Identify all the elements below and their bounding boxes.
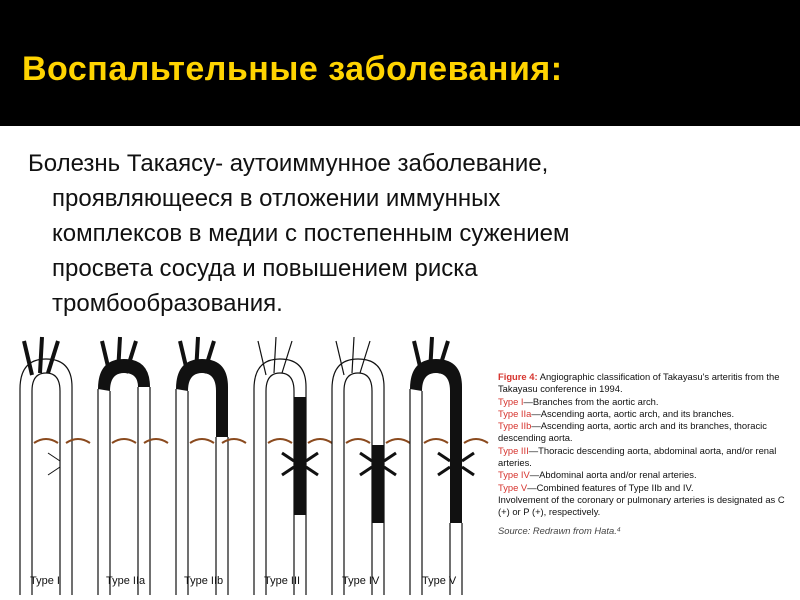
caption-item-text: —Thoracic descending aorta, abdominal aorta, and/or renal arteries. — [498, 444, 777, 469]
figure-caption — [498, 371, 798, 537]
type-label-3: Type III — [264, 575, 301, 587]
type-label-5: Type V — [422, 575, 457, 587]
caption-item-text: —Combined features of Type IIb and IV. — [527, 481, 694, 493]
figure-label: Figure 4: — [498, 371, 538, 382]
caption-item-label: Type IIa — [498, 407, 532, 419]
type-2b-diagram — [176, 337, 246, 595]
caption-item-label: Type V — [498, 481, 528, 493]
type-5-diagram — [410, 337, 488, 595]
caption-item-text: —Ascending aorta, aortic arch, and its branches. — [531, 407, 735, 419]
aorta-diagrams — [0, 333, 490, 600]
body-line-2: проявляющееся в отложении иммунных — [52, 185, 501, 212]
type-2a-diagram — [98, 337, 168, 595]
type-label-4: Type IV — [342, 575, 380, 587]
type-labels-row — [0, 575, 480, 591]
type-4-diagram — [332, 337, 410, 595]
caption-item — [498, 482, 798, 494]
caption-item-text: —Abdominal aorta and/or renal arteries. — [529, 469, 697, 481]
type-3-diagram — [254, 337, 332, 595]
caption-item-text: —Ascending aorta, aortic arch and its branches, thoracic descending aorta. — [498, 420, 767, 444]
caption-item-label: Type I — [498, 395, 524, 407]
caption-item-text: —Branches from the aortic arch. — [523, 395, 659, 407]
caption-item — [498, 408, 798, 420]
type-1-diagram — [20, 337, 90, 595]
body-line-5: тромбообразования. — [52, 290, 283, 317]
body-line-4: просвета сосуда и повышением риска — [52, 255, 478, 282]
caption-item-label: Type III — [498, 444, 529, 456]
type-label-2b: Type IIb — [184, 575, 224, 587]
title-bar — [0, 0, 800, 126]
type-label-2a: Type IIa — [106, 575, 146, 587]
caption-intro-text: Angiographic classification of Takayasu's arteritis from the Takayasu conference in 1994. — [498, 371, 780, 395]
caption-item-label: Type IV — [498, 469, 530, 481]
slide-title: Воспальтельные заболевания: — [22, 50, 563, 88]
caption-item-label: Type IIb — [498, 420, 532, 432]
body-line-3: комплексов в медии с постепенным сужением — [52, 220, 570, 247]
takayasu-classification-figure — [0, 333, 800, 600]
caption-source: Source: Redrawn from Hata.⁴ — [498, 524, 621, 536]
caption-item — [498, 445, 798, 470]
caption-intro — [498, 371, 798, 396]
slide-body-text — [28, 146, 788, 321]
caption-note: Involvement of the coronary or pulmonary arteries is designated as C (+) or P (+), respectively. — [498, 493, 785, 518]
caption-item — [498, 396, 798, 408]
caption-item — [498, 420, 798, 445]
type-label-1: Type I — [30, 575, 60, 587]
body-line-1: Болезнь Такаясу- аутоиммунное заболевание, — [28, 150, 549, 177]
caption-item — [498, 469, 798, 481]
